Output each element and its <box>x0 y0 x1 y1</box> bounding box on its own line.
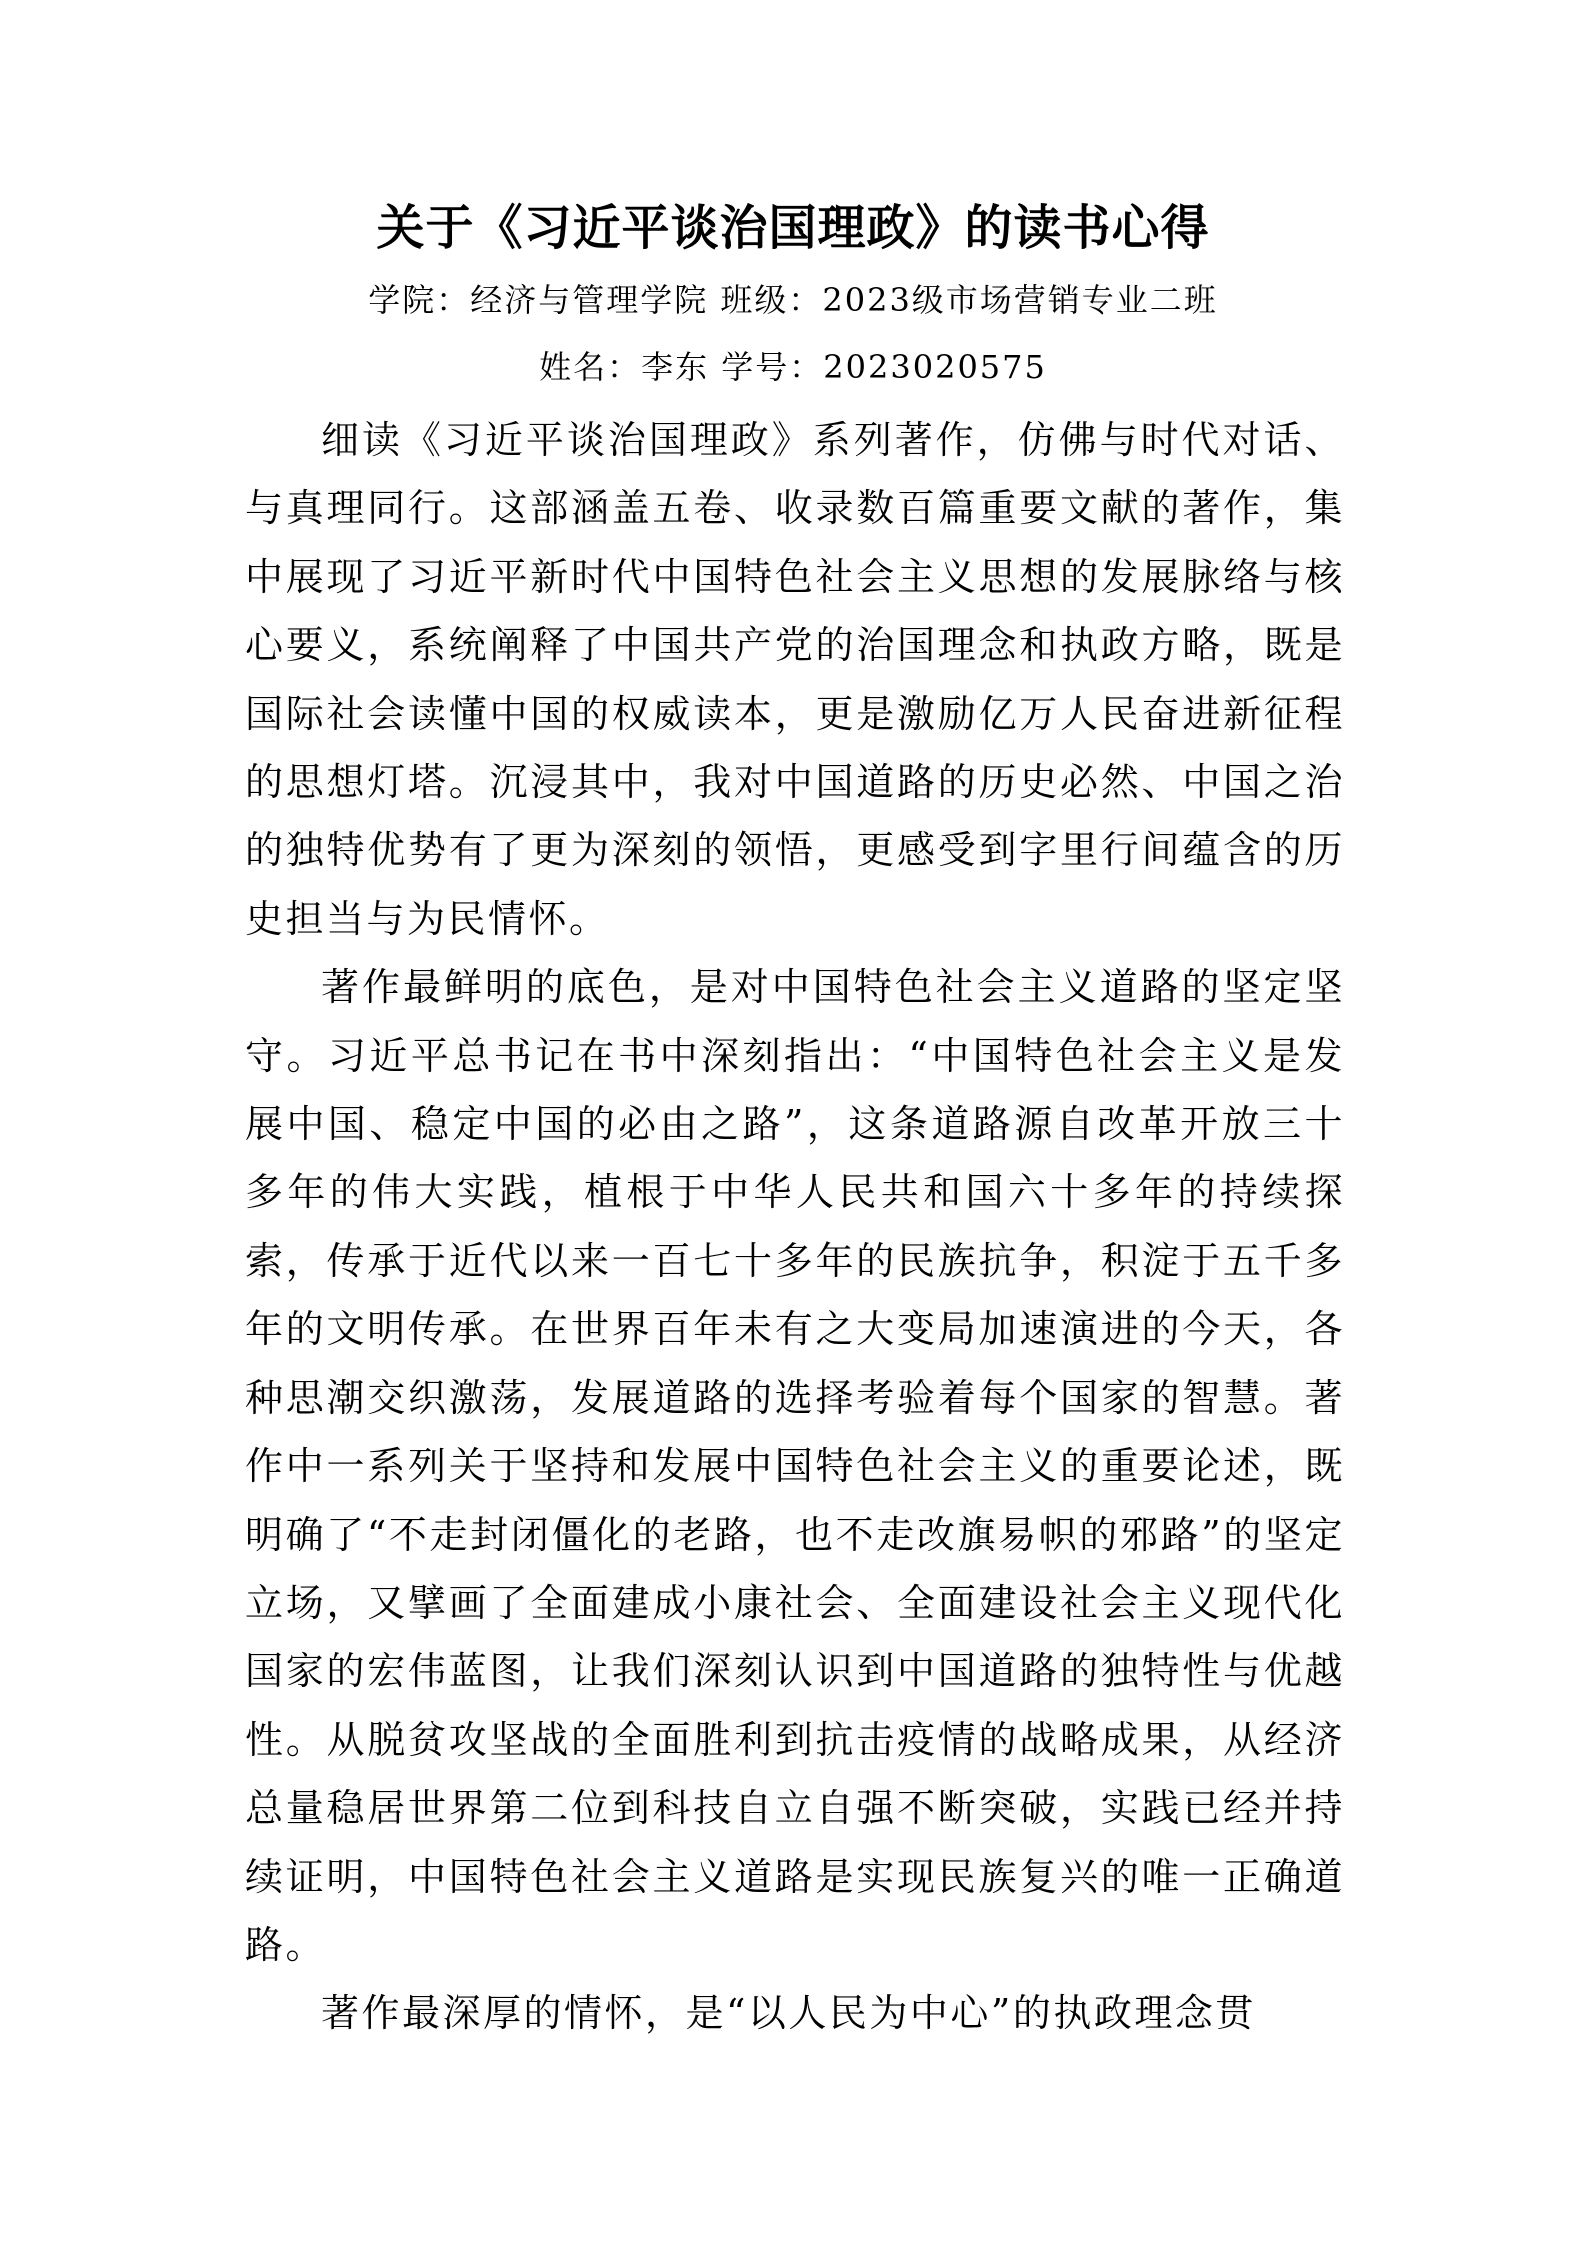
author-name-id: 姓名：李东 学号：2023020575 <box>539 348 1047 386</box>
document-body <box>245 406 1345 2048</box>
paragraph-intro: 细读《习近平谈治国理政》系列著作，仿佛与时代对话、与真理同行。这部涵盖五卷、收录数百篇重要文献的著作，集中展现了习近平新时代中国特色社会主义思想的发展脉络与核心要义，系统阐释了中国共产党的治国理念和执政方略，既是国际社会读懂中国的权威读本，更是激励亿万人民奋进新征程的思想灯塔。沉浸其中，我对中国道路的历史必然、中国之治的独特优势有了更为深刻的领悟，更感受到字里行间蕴含的历史担当与为民情怀。 <box>245 418 1345 941</box>
paragraph-people: 著作最深厚的情怀，是“以人民为中心”的执政理念贯 <box>321 1991 1256 2036</box>
author-college-class: 学院：经济与管理学院 班级：2023级市场营销专业二班 <box>368 281 1218 319</box>
paragraph-road: 著作最鲜明的底色，是对中国特色社会主义道路的坚定坚守。习近平总书记在书中深刻指出：“中国特色社会主义是发展中国、稳定中国的必由之路”，这条道路源自改革开放三十多年的伟大实践，植根于中华人民共和国六十多年的持续探索，传承于近代以来一百七十多年的民族抗争，积淀于五千多年的文明传承。在世界百年未有之大变局加速演进的今天，各种思潮交织激荡，发展道路的选择考验着每个国家的智慧。著作中一系列关于坚持和发展中国特色社会主义的重要论述，既明确了“不走封闭僵化的老路，也不走改旗易帜的邪路”的坚定立场，又擘画了全面建成小康社会、全面建设社会主义现代化国家的宏伟蓝图，让我们深刻认识到中国道路的独特性与优越性。从脱贫攻坚战的全面胜利到抗击疫情的战略成果，从经济总量稳居世界第二位到科技自立自强不断突破，实践已经并持续证明，中国特色社会主义道路是实现民族复兴的唯一正确道路。 <box>245 965 1345 1967</box>
document-title: 关于《习近平谈治国理政》的读书心得 <box>376 200 1210 256</box>
